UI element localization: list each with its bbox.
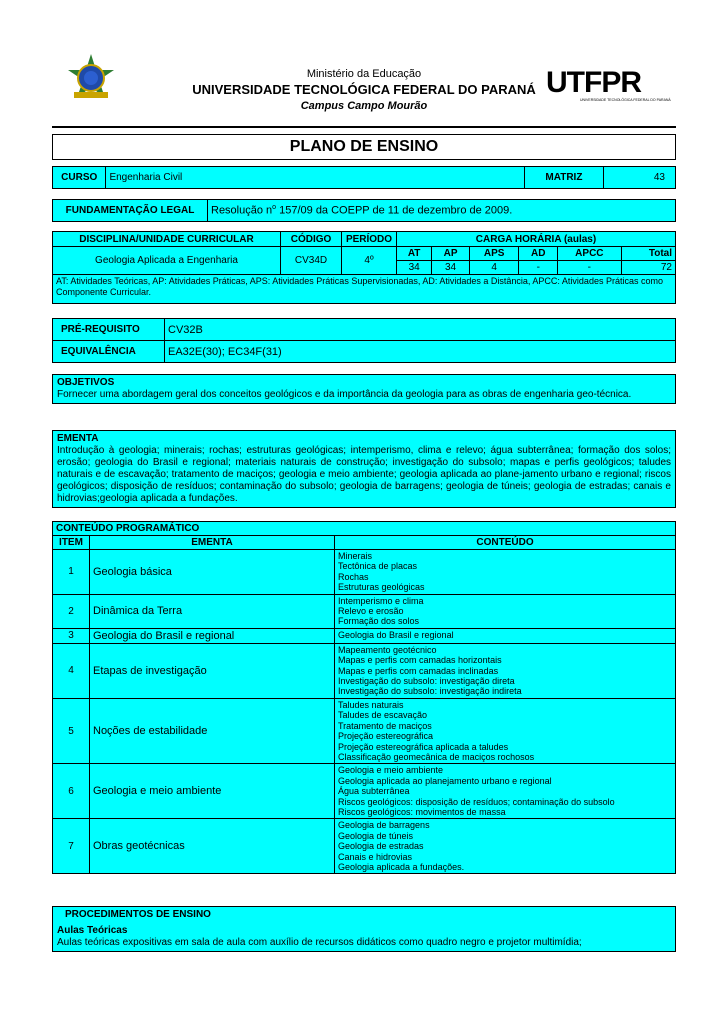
content-line: Geologia de túneis (338, 830, 414, 841)
content-line: Classificação geomecânica de maciços rochosos (338, 751, 535, 762)
utfpr-logo (546, 66, 671, 108)
course-table (52, 166, 676, 189)
procedures-label: PROCEDIMENTOS DE ENSINO (65, 909, 211, 920)
discipline-period: 4º (342, 247, 397, 275)
equivalence-value: EA32E(30); EC34F(31) (165, 341, 676, 363)
course-value: Engenharia Civil (106, 167, 524, 189)
procedures-text: Aulas teóricas expositivas em sala de aula com auxílio de recursos didáticos como quadro negro e projetor multimídia; (57, 937, 582, 948)
campus-name: Campus Campo Mourão (300, 100, 428, 112)
university-name: UNIVERSIDADE TECNOLÓGICA FEDERAL DO PARANÁ (192, 82, 536, 97)
procedures-section (52, 906, 676, 952)
content-line: Geologia do Brasil e regional (338, 629, 454, 640)
content-line: Taludes de escavação (338, 710, 428, 721)
ementa-text: Introdução à geologia; minerais; rochas; estruturas geológicas; intemperismo, clima e relevo; água subterrânea; formação dos solos; erosão; geologia do Brasil e regional; materiais naturais de construção; investigação do subsolo; mapas e perfis geológicos; taludes naturais e de escavação; tratamento de maciços; geologia e meio ambiente; geologia aplicada ao plane-jamento urbano e regional; riscos geológicos; disposição de resíduos; contaminação do subsolo; geologia de barragens; geologia de túneis; geologia de estradas; canais e hidrovias;geologia aplicada a fundações. (57, 445, 671, 504)
content-line: Investigação do subsolo: investigação indireta (338, 686, 522, 697)
content-line: Mapas e perfis com camadas inclinadas (338, 665, 499, 676)
content-line: Rochas (338, 571, 369, 582)
content-line: Riscos geológicos: disposição de resíduos; contaminação do subsolo (338, 796, 615, 807)
objectives-section (52, 374, 676, 404)
procedures-sub-label: Aulas Teóricas (57, 925, 128, 936)
content-line: Tectônica de placas (338, 561, 418, 572)
program-item-ementa: Dinâmica da Terra (90, 594, 335, 628)
content-line: Geologia aplicada a fundações. (338, 861, 465, 872)
discipline-period-header: PERÍODO (342, 232, 397, 247)
load-header-at: AT (397, 247, 432, 261)
discipline-code-header: CÓDIGO (281, 232, 342, 247)
program-item-number: 6 (53, 764, 90, 819)
program-item-content (335, 819, 676, 874)
legal-value-post: 157/09 da COEPP de 11 de dezembro de 2009. (276, 204, 513, 217)
content-line: Minerais (338, 551, 373, 561)
discipline-name-header: DISCIPLINA/UNIDADE CURRICULAR (53, 232, 281, 247)
program-item-ementa: Noções de estabilidade (90, 698, 335, 763)
program-label: CONTEÚDO PROGRAMÁTICO (53, 522, 676, 536)
content-line: Formação dos solos (338, 616, 420, 627)
content-line: Água subterrânea (338, 786, 410, 797)
program-ementa-header: EMENTA (90, 536, 335, 550)
objectives-label: OBJETIVOS (57, 377, 115, 388)
course-label: CURSO (53, 167, 106, 189)
load-header-ap: AP (432, 247, 470, 261)
legal-value (208, 200, 676, 222)
table-row (53, 764, 676, 819)
prereq-label: PRÉ-REQUISITO (53, 319, 165, 341)
objectives-text: Fornecer uma abordagem geral dos conceitos geológicos e da importância da geologia para as obras de engenharia geo-técnica. (57, 389, 632, 400)
program-item-number: 3 (53, 628, 90, 643)
program-content-header: CONTEÚDO (335, 536, 676, 550)
legal-value-pre: Resolução n (211, 204, 273, 217)
load-header-aps: APS (469, 247, 519, 261)
load-value-total: 72 (621, 261, 675, 275)
document-header (52, 48, 676, 126)
legal-label: FUNDAMENTAÇÃO LEGAL (53, 200, 208, 222)
content-line: Taludes naturais (338, 699, 404, 710)
content-line: Estruturas geológicas (338, 582, 425, 593)
ministry-name: Ministério da Educação (306, 68, 422, 80)
load-header-apcc: APCC (558, 247, 622, 261)
table-row (53, 594, 676, 628)
program-item-ementa: Geologia do Brasil e regional (90, 628, 335, 643)
content-line: Projeção estereográfica (338, 731, 434, 742)
prereq-value: CV32B (165, 319, 676, 341)
load-header-ad: AD (519, 247, 558, 261)
equivalence-label: EQUIVALÊNCIA (53, 341, 165, 363)
load-value-at: 34 (397, 261, 432, 275)
content-line: Geologia de barragens (338, 820, 430, 831)
content-line: Canais e hidrovias (338, 851, 413, 862)
content-line: Tratamento de maciços (338, 720, 432, 731)
program-item-ementa: Obras geotécnicas (90, 819, 335, 874)
legal-value-sup: o (272, 204, 277, 212)
matriz-label: MATRIZ (524, 167, 603, 189)
utfpr-logo-text: UTFPR (546, 66, 641, 99)
content-line: Riscos geológicos: movimentos de massa (338, 806, 506, 817)
ementa-section (52, 430, 676, 508)
program-item-content (335, 550, 676, 595)
load-value-aps: 4 (469, 261, 519, 275)
program-item-ementa: Geologia básica (90, 550, 335, 595)
page-title: PLANO DE ENSINO (52, 134, 676, 160)
ementa-label: EMENTA (57, 433, 99, 444)
content-line: Mapeamento geotécnico (338, 644, 437, 655)
matriz-value: 43 (604, 167, 676, 189)
program-item-header: ITEM (53, 536, 90, 550)
program-item-number: 2 (53, 594, 90, 628)
load-value-ap: 34 (432, 261, 470, 275)
discipline-code: CV34D (281, 247, 342, 275)
program-item-ementa: Etapas de investigação (90, 643, 335, 698)
program-item-content (335, 698, 676, 763)
table-row (53, 628, 676, 643)
legal-table (52, 199, 676, 222)
table-row (53, 698, 676, 763)
content-line: Intemperismo e clima (338, 595, 424, 606)
program-item-number: 7 (53, 819, 90, 874)
program-item-number: 4 (53, 643, 90, 698)
prereq-table (52, 318, 676, 363)
table-row (53, 550, 676, 595)
table-row (53, 819, 676, 874)
program-item-content (335, 628, 676, 643)
program-item-content (335, 594, 676, 628)
program-item-content (335, 764, 676, 819)
content-line: Geologia aplicada ao planejamento urbano e regional (338, 775, 552, 786)
discipline-table (52, 231, 676, 304)
header-divider (52, 126, 676, 128)
content-line: Investigação do subsolo: investigação direta (338, 676, 515, 687)
program-item-ementa: Geologia e meio ambiente (90, 764, 335, 819)
program-item-content (335, 643, 676, 698)
load-value-ad: - (519, 261, 558, 275)
content-line: Relevo e erosão (338, 606, 404, 617)
program-item-number: 5 (53, 698, 90, 763)
program-table (52, 521, 676, 874)
workload-legend: AT: Atividades Teóricas, AP: Atividades Práticas, APS: Atividades Práticas Supervisionadas, AD: Atividades a Distância, APCC: Atividades Práticas como Componente Curricular. (53, 275, 676, 304)
program-item-number: 1 (53, 550, 90, 595)
content-line: Projeção estereográfica aplicada a taludes (338, 741, 509, 752)
discipline-name: Geologia Aplicada a Engenharia (53, 247, 281, 275)
load-header-total: Total (621, 247, 675, 261)
table-row (53, 643, 676, 698)
utfpr-logo-subtext: UNIVERSIDADE TECNOLÓGICA FEDERAL DO PARANÁ (580, 98, 671, 102)
load-value-apcc: - (558, 261, 622, 275)
content-line: Geologia de estradas (338, 841, 424, 852)
workload-header: CARGA HORÁRIA (aulas) (397, 232, 676, 247)
content-line: Geologia e meio ambiente (338, 765, 444, 776)
content-line: Mapas e perfis com camadas horizontais (338, 655, 502, 666)
